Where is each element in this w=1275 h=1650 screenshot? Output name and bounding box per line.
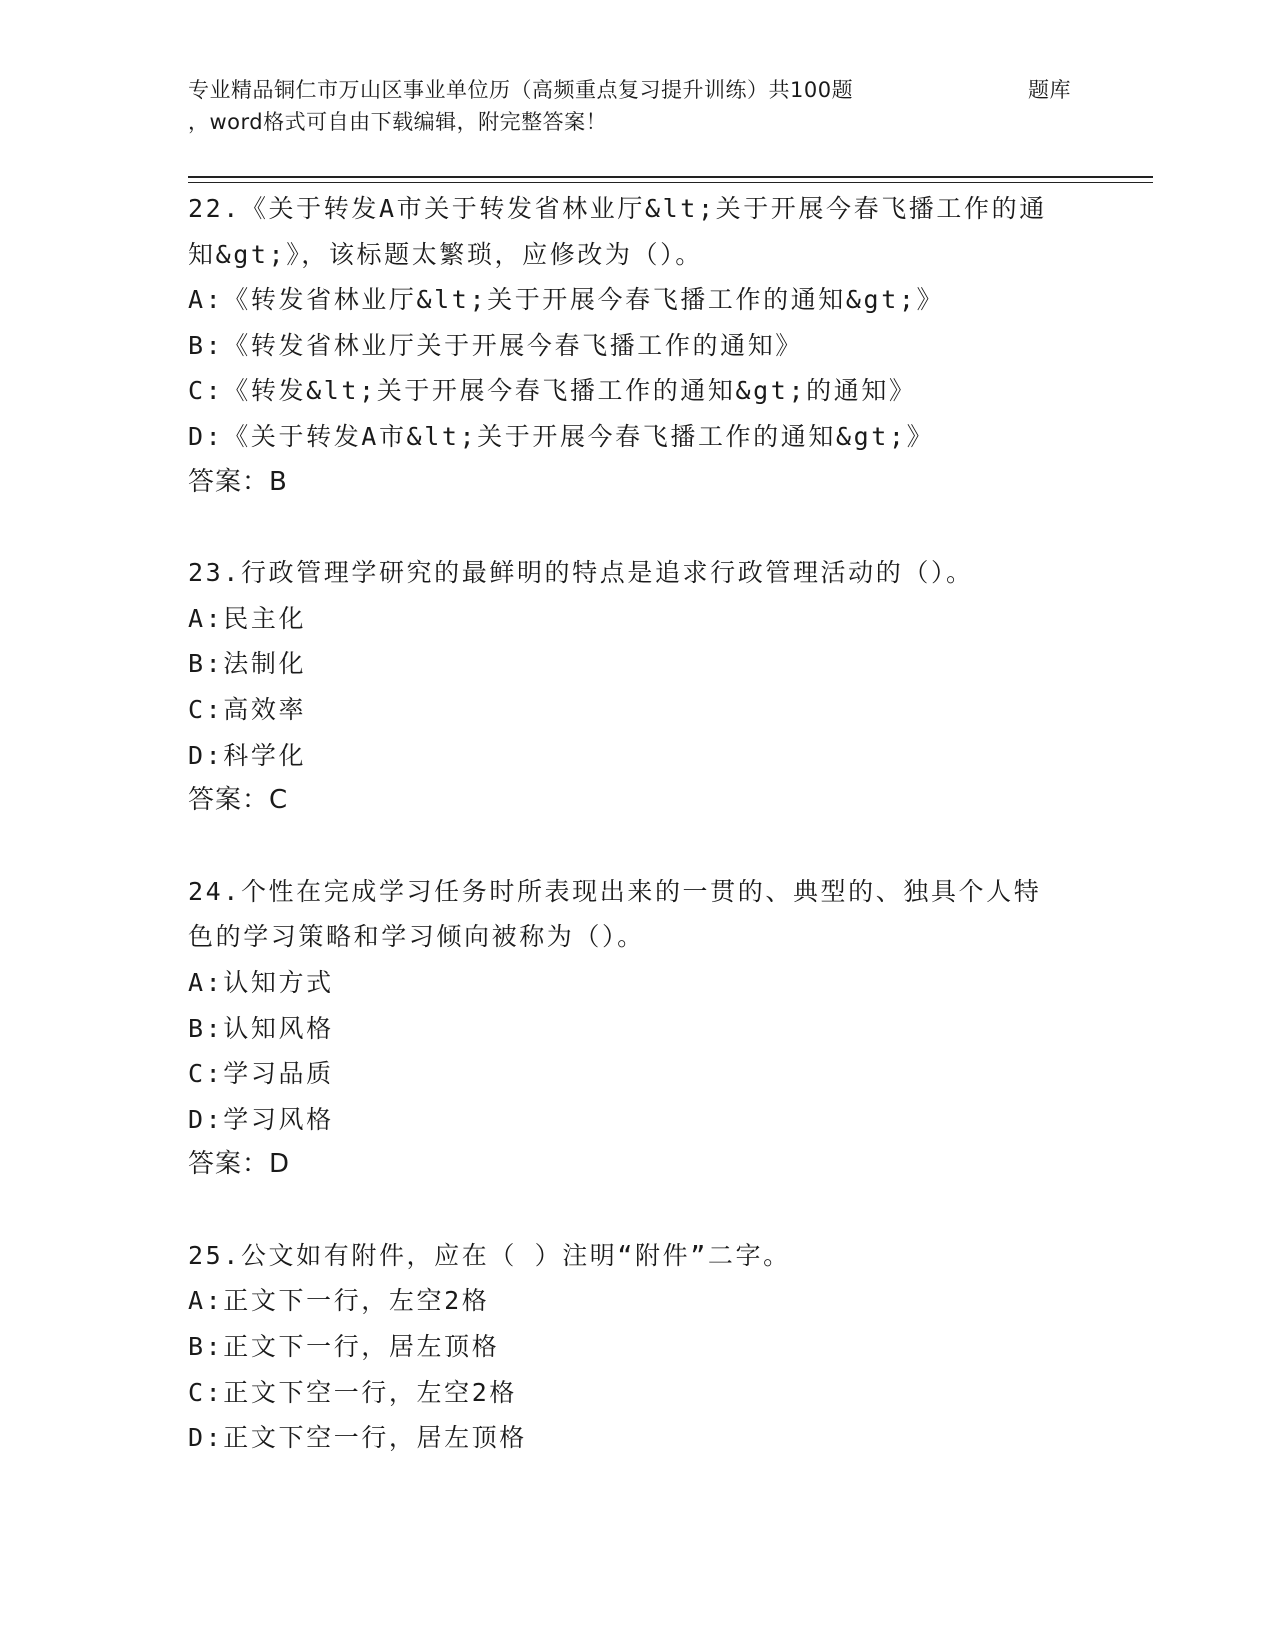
header-tag: 题库 xyxy=(1028,78,1071,102)
option-a: A:《转发省林业厅&lt;关于开展今春飞播工作的通知&gt;》 xyxy=(188,285,945,315)
question-stem: 色的学习策略和学习倾向被称为（）。 xyxy=(188,922,645,952)
question-22 xyxy=(188,186,1108,505)
header-divider-thin xyxy=(188,182,1153,183)
option-b: B:正文下一行，居左顶格 xyxy=(188,1332,500,1362)
answer: 答案：B xyxy=(188,466,288,497)
option-d: D:正文下空一行，居左顶格 xyxy=(188,1423,527,1453)
header-title-line-1 xyxy=(188,74,1088,106)
question-stem: 24.个性在完成学习任务时所表现出来的一贯的、典型的、独具个人特 xyxy=(188,876,1042,906)
option-b: B:法制化 xyxy=(188,649,307,679)
answer: 答案：C xyxy=(188,785,289,816)
option-d: D:学习风格 xyxy=(188,1104,334,1134)
question-stem: 22.《关于转发A市关于转发省林业厅&lt;关于开展今春飞播工作的通 xyxy=(188,194,1047,223)
question-list xyxy=(188,186,1108,1506)
header-title: 专业精品铜仁市万山区事业单位历（高频重点复习提升训练）共100题 xyxy=(188,78,854,102)
option-b: B:认知风格 xyxy=(188,1013,334,1043)
option-d: D:科学化 xyxy=(188,740,307,770)
option-d: D:《关于转发A市&lt;关于开展今春飞播工作的通知&gt;》 xyxy=(188,421,935,451)
question-25 xyxy=(188,1233,1108,1461)
page-header xyxy=(188,74,1088,138)
option-b: B:《转发省林业厅关于开展今春飞播工作的通知》 xyxy=(188,330,803,360)
option-c: C:学习品质 xyxy=(188,1059,334,1089)
question-stem: 25.公文如有附件，应在（ ）注明“附件”二字。 xyxy=(188,1240,791,1270)
option-a: A:认知方式 xyxy=(188,967,334,997)
header-divider-thick xyxy=(188,176,1153,178)
question-stem: 知&gt;》，该标题太繁琐，应修改为（）。 xyxy=(188,239,703,269)
answer: 答案：D xyxy=(188,1149,291,1180)
question-stem: 23.行政管理学研究的最鲜明的特点是追求行政管理活动的（）。 xyxy=(188,558,974,588)
question-23 xyxy=(188,550,1108,824)
option-a: A:正文下一行，左空2格 xyxy=(188,1286,490,1316)
option-c: C:《转发&lt;关于开展今春飞播工作的通知&gt;的通知》 xyxy=(188,376,917,406)
option-c: C:高效率 xyxy=(188,694,307,724)
question-24 xyxy=(188,869,1108,1188)
header-title-line-2: ，word格式可自由下载编辑，附完整答案！ xyxy=(188,110,608,134)
option-c: C:正文下空一行，左空2格 xyxy=(188,1377,517,1407)
option-a: A:民主化 xyxy=(188,603,307,633)
